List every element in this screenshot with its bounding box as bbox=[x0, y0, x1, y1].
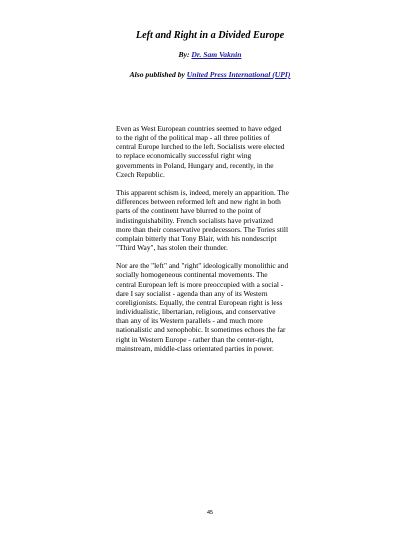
paragraph bbox=[116, 188, 316, 252]
also-published-prefix: Also published by bbox=[129, 70, 187, 79]
text-line: to the right of the political map - all three polities of bbox=[116, 133, 270, 143]
paragraph bbox=[116, 124, 316, 179]
text-line: Even as West European countries seemed to have edged bbox=[116, 124, 282, 133]
text-line: socially homogeneous continental movements. The bbox=[116, 270, 268, 280]
text-line: central Europe lurched to the left. Socialists were elected bbox=[116, 142, 285, 152]
text-line: dare I say socialist - agenda than any of its Western bbox=[116, 288, 268, 298]
text-line: parts of the continent have blurred to the point of bbox=[116, 206, 262, 216]
text-line: individualistic, libertarian, religious, and conservative bbox=[116, 307, 276, 317]
text-line: coreligionists. Equally, the central European right is less bbox=[116, 297, 283, 307]
text-line: "Third Way", has stolen their thunder. bbox=[116, 243, 228, 253]
text-line: to replace economically successful right wing bbox=[116, 151, 252, 161]
text-line: governments in Poland, Hungary and, recently, in the bbox=[116, 160, 274, 170]
text-line: more than their conservative predecessors. The Tories still bbox=[116, 224, 289, 234]
byline bbox=[0, 50, 420, 60]
text-line: right in Western Europe - rather than the center-right, bbox=[116, 334, 274, 344]
text-line: complain bitterly that Tony Blair, with his nondescript bbox=[116, 233, 277, 243]
text-line: central European left is more preoccupied with a social - bbox=[116, 279, 284, 289]
also-published-line bbox=[0, 70, 420, 80]
text-line: Czech Republic. bbox=[116, 169, 165, 179]
text-line: Nor are the "left" and "right" ideologically monolithic and bbox=[116, 261, 289, 271]
publisher-link[interactable]: United Press International (UPI) bbox=[186, 70, 291, 79]
text-line: nationalistic and xenophobic. It sometimes echoes the far bbox=[116, 325, 286, 335]
text-line: This apparent schism is, indeed, merely an apparition. The bbox=[116, 188, 289, 198]
page-title: Left and Right in a Divided Europe bbox=[135, 30, 285, 41]
text-line: than any of its Western parallels - and much more bbox=[116, 316, 263, 326]
paragraph bbox=[116, 261, 316, 353]
text-line: mainstream, middle-class orientated parties in power. bbox=[116, 343, 274, 353]
author-link[interactable]: Dr. Sam Vaknin bbox=[191, 50, 242, 59]
byline-prefix: By: bbox=[178, 50, 192, 59]
article-body bbox=[116, 124, 316, 362]
page-number: 45 bbox=[206, 510, 214, 516]
text-line: indistinguishability. French socialists have privatized bbox=[116, 215, 273, 225]
text-line: differences between reformed left and new right in both bbox=[116, 197, 281, 207]
